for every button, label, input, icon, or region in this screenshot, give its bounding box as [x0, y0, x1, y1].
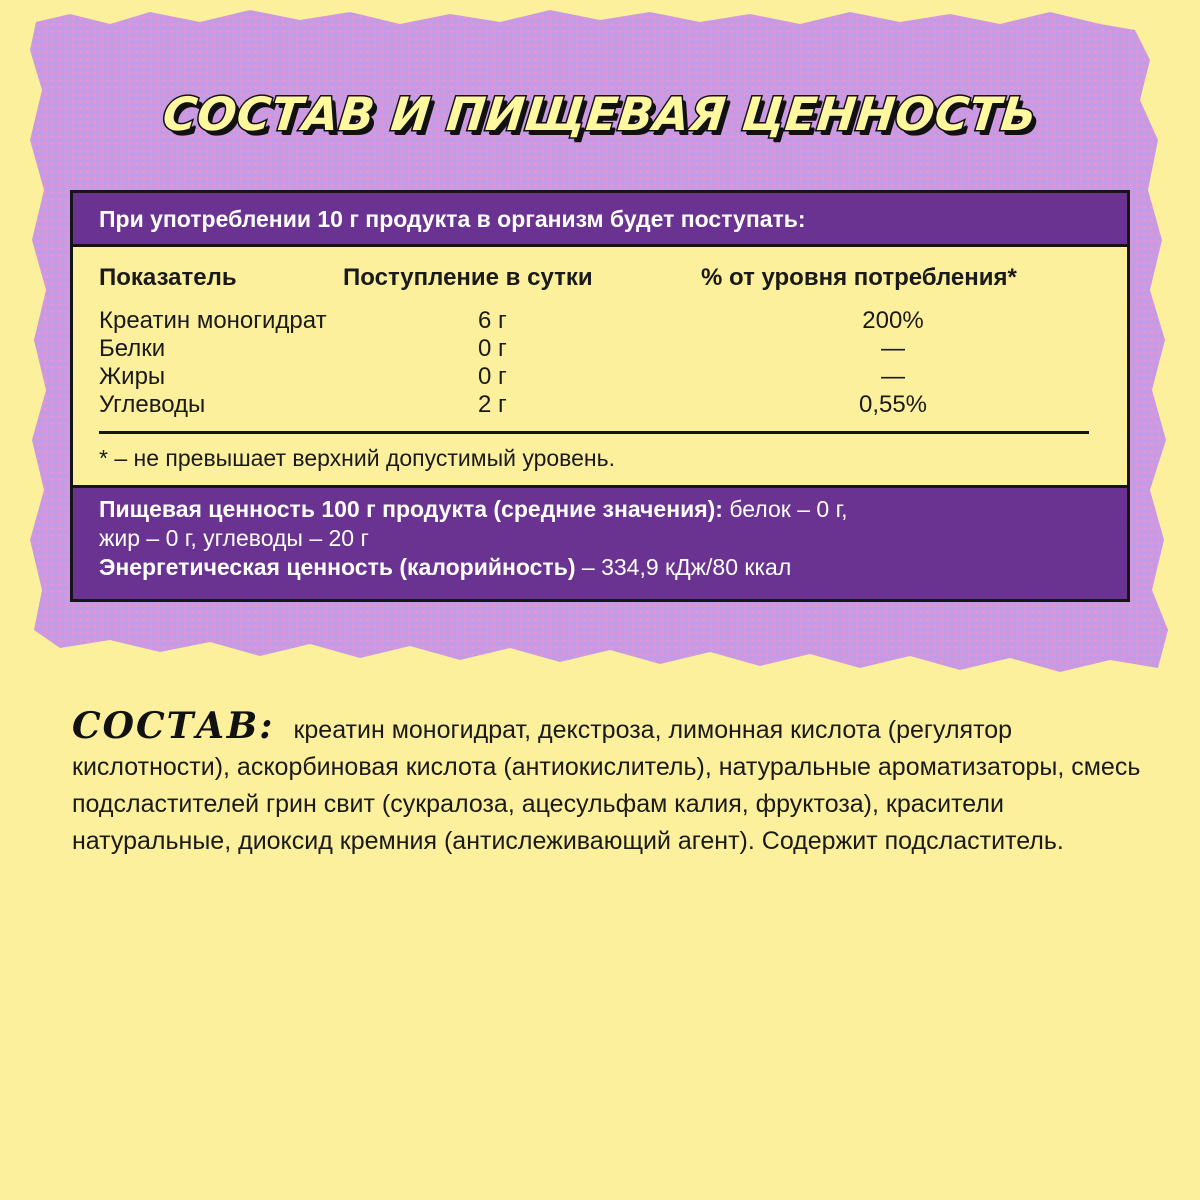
energy-label: Энергетическая ценность (калорийность) — [99, 554, 576, 580]
energy-line — [99, 554, 791, 581]
table-divider — [99, 431, 1089, 434]
panel-header-text: При употреблении 10 г продукта в организм будет поступать: — [99, 206, 806, 232]
column-header-percent: % от уровня потребления* — [701, 264, 1017, 291]
nutrition-protein: белок – 0 г, — [722, 496, 848, 522]
row-indicator: Углеводы — [99, 391, 206, 418]
composition-text: креатин моногидрат, декстроза, лимонная кислота (регулятор кислотности), аскорбиновая кислота (антиокислитель), натуральные ароматизаторы, смесь подсластителей грин свит (сукралоза, ацесульфам калия, фруктоза), красители натуральные, диоксид кремния (антислеживающий агент). Содержит подсластитель. — [72, 716, 1141, 855]
row-percent: — — [881, 335, 905, 362]
nutrition-panel — [70, 190, 1130, 602]
row-percent: — — [881, 363, 905, 390]
row-indicator: Жиры — [99, 363, 166, 390]
nutrition-value-block — [73, 485, 1127, 599]
column-header-indicator: Показатель — [99, 264, 237, 291]
nutrition-line-2: жир – 0 г, углеводы – 20 г — [99, 525, 369, 551]
composition-title: СОСТАВ: — [72, 705, 275, 747]
row-indicator: Белки — [99, 335, 166, 362]
nutrition-line-1 — [99, 496, 848, 523]
row-amount: 0 г — [478, 363, 507, 390]
row-amount: 6 г — [478, 307, 507, 334]
row-percent: 200% — [862, 307, 924, 334]
page-title: СОСТАВ И ПИЩЕВАЯ ЦЕННОСТЬ — [160, 87, 1040, 141]
column-header-intake: Поступление в сутки — [343, 264, 593, 291]
composition-section — [72, 705, 1142, 860]
row-amount: 2 г — [478, 391, 507, 418]
row-percent: 0,55% — [858, 391, 928, 418]
panel-header — [73, 193, 1127, 247]
energy-value: – 334,9 кДж/80 ккал — [575, 554, 792, 580]
row-indicator: Креатин моногидрат — [99, 307, 327, 334]
row-amount: 0 г — [478, 335, 507, 362]
nutrition-label: Пищевая ценность 100 г продукта (средние значения): — [99, 496, 723, 522]
footnote: * – не превышает верхний допустимый уровень. — [99, 445, 615, 471]
